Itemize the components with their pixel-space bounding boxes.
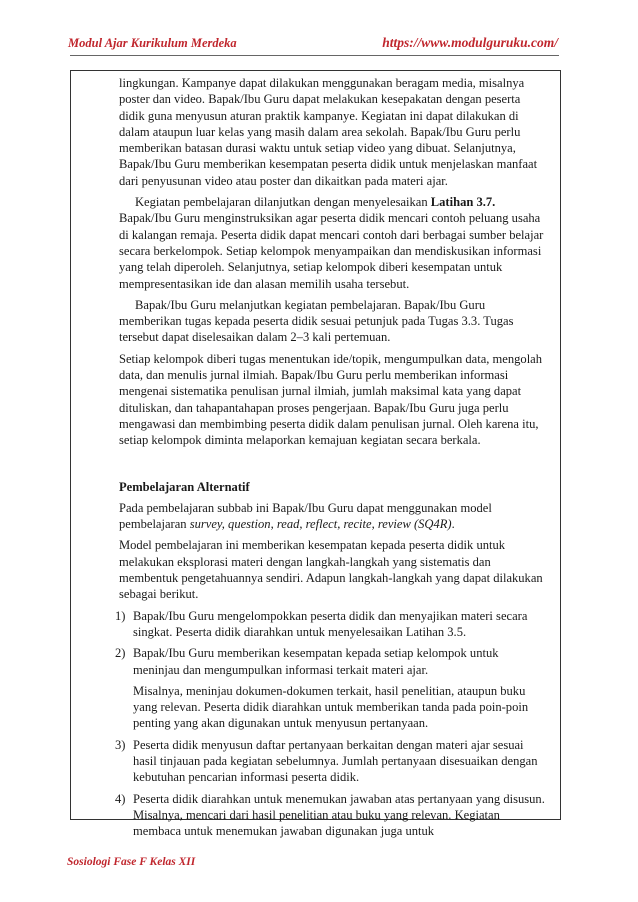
header-module-title: Modul Ajar Kurikulum Merdeka: [68, 36, 237, 50]
latihan-reference: Latihan 3.7.: [430, 195, 496, 210]
section-heading: Pembelajaran Alternatif: [119, 479, 250, 494]
step-item: [115, 791, 547, 840]
step-text: Bapak/Ibu Guru memberikan kesempatan kepada setiap kelompok untuk meninjau dan mengumpulkan informasi terkait materi ajar.: [133, 646, 499, 677]
step-number: 4): [115, 791, 126, 806]
section-intro-model: survey, question, read, reflect, recite, review (SQ4R): [189, 517, 452, 532]
paragraph-campaign: lingkungan. Kampanye dapat dilakukan menggunakan beragam media, misalnya poster dan video. Bapak/Ibu Guru dapat melakukan kesepakatan dengan peserta didik guna menyusun aturan praktik kampanye. Kegiatan ini dapat dilakukan di dalam ataupun luar kelas yang masih dalam area sekolah. Bapak/Ibu Guru perlu memberikan batasan durasi waktu untuk setiap video yang dibuat. Selanjutnya, Bapak/Ibu Guru memberikan kesempatan peserta didik untuk menjelaskan manfaat dari penyusunan video atau poster dan dikaitkan pada materi ajar.: [119, 76, 538, 188]
header-url-link[interactable]: https://www.modulguruku.com/: [382, 35, 558, 50]
footer-subject-label: Sosiologi Fase F Kelas XII: [67, 856, 196, 868]
header-divider: [70, 55, 559, 56]
page-body: [115, 75, 547, 839]
paragraph-tugas: Bapak/Ibu Guru melanjutkan kegiatan pembelajaran. Bapak/Ibu Guru memberikan tugas kepada peserta didik sesuai petunjuk pada Tugas 3.3. Tugas tersebut dapat diselesaikan dalam 2–3 kali pertemuan.: [119, 297, 514, 345]
step-number: 3): [115, 737, 126, 752]
step-number: 2): [115, 646, 126, 661]
step-item: [115, 645, 547, 678]
section-intro: [119, 500, 547, 533]
step-text: Bapak/Ibu Guru mengelompokkan peserta didik dan menyajikan materi secara singkat. Peserta didik diarahkan untuk menyelesaikan Latihan 3.5.: [133, 608, 528, 639]
step-text: Peserta didik menyusun daftar pertanyaan berkaitan dengan materi ajar sesuai hasil tinjauan pada kegiatan sebelumnya. Jumlah pertanyaan disesuaikan dengan kebutuhan pencarian informasi peserta didik.: [133, 737, 538, 785]
step-text: Peserta didik diarahkan untuk menemukan jawaban atas pertanyaan yang disusun. Misalnya, mencari dari hasil penelitian atau buku yang relevan. Kegiatan membaca untuk menemukan jawaban digunakan juga untuk: [133, 791, 545, 839]
step-item: [115, 608, 547, 641]
paragraph-latihan: [119, 194, 547, 292]
step-item: [115, 737, 547, 786]
paragraph-latihan-post: Bapak/Ibu Guru menginstruksikan agar peserta didik mencari contoh peluang usaha di kalangan remaja. Peserta didik dapat mencari contoh dari berbagai sumber belajar secara berkelompok. Setiap kelompok menyampaikan dan mendiskusikan informasi yang telah diperoleh. Selanjutnya, setiap kelompok diberi kesempatan untuk mempresentasikan ide dan alasan memilih usaha tersebut.: [119, 211, 544, 291]
section-intro-post: .: [451, 517, 455, 532]
step-number: 1): [115, 608, 126, 623]
step-sub-paragraph: Misalnya, meninjau dokumen-dokumen terkait, hasil penelitian, ataupun buku yang relevan. Peserta didik diarahkan untuk memberikan tanda pada poin-poin penting yang akan digunakan untuk menyusun pertanyaan.: [133, 683, 529, 731]
paragraph-kelompok: Setiap kelompok diberi tugas menentukan ide/topik, mengumpulkan data, mengolah data, dan menulis jurnal ilmiah. Bapak/Ibu Guru perlu memberikan informasi mengenai sistematika penulisan jurnal ilmiah, jumlah maksimal kata yang dapat dituliskan, dan tahapantahapan proses pengerjaan. Bapak/Ibu Guru juga perlu mengawasi dan membimbing peserta didik dalam penulisan jurnal. Oleh karena itu, setiap kelompok diminta melaporkan kemajuan kegiatan secara berkala.: [119, 351, 543, 448]
paragraph-latihan-pre: Kegiatan pembelajaran dilanjutkan dengan menyelesaikan: [135, 195, 431, 210]
section-intro-pre: Pada pembelajaran subbab ini Bapak/Ibu Guru dapat menggunakan model pembelajaran: [119, 500, 492, 532]
section-paragraph: Model pembelajaran ini memberikan kesempatan kepada peserta didik untuk melakukan eksplorasi materi dengan langkah-langkah yang sistematis dan membentuk pengetahuannya sendiri. Adapun langkah-langkah yang dapat dilakukan sebagai berikut.: [119, 538, 543, 602]
